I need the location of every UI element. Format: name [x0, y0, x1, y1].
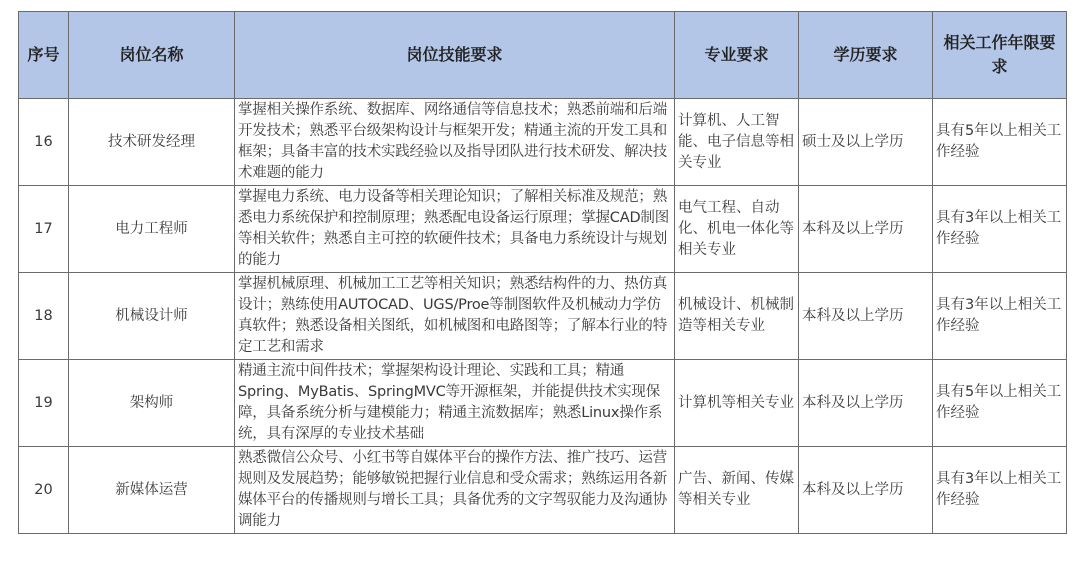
table-row [19, 186, 1067, 273]
cell-education: 本科及以上学历 [799, 447, 933, 534]
header-no: 序号 [19, 12, 69, 99]
header-skills: 岗位技能要求 [235, 12, 675, 99]
cell-major: 计算机等相关专业 [675, 360, 799, 447]
header-education: 学历要求 [799, 12, 933, 99]
table-row [19, 273, 1067, 360]
cell-title: 技术研发经理 [69, 99, 235, 186]
cell-title: 电力工程师 [69, 186, 235, 273]
cell-education: 本科及以上学历 [799, 360, 933, 447]
header-title: 岗位名称 [69, 12, 235, 99]
table-row [19, 360, 1067, 447]
cell-education: 本科及以上学历 [799, 273, 933, 360]
cell-title: 机械设计师 [69, 273, 235, 360]
cell-no: 18 [19, 273, 69, 360]
table-row [19, 447, 1067, 534]
cell-skills: 掌握机械原理、机械加工工艺等相关知识；熟悉结构件的力、热仿真设计；熟练使用AUTOCAD、UGS/Proe等制图软件及机械动力学仿真软件；熟悉设备相关图纸，如机械图和电路图等；了解本行业的特定工艺和需求 [235, 273, 675, 360]
cell-experience: 具有5年以上相关工作经验 [933, 360, 1067, 447]
cell-skills: 掌握电力系统、电力设备等相关理论知识；了解相关标准及规范；熟悉电力系统保护和控制原理；熟悉配电设备运行原理；掌握CAD制图等相关软件；熟悉自主可控的软硬件技术；具备电力系统设计与规划的能力 [235, 186, 675, 273]
cell-no: 16 [19, 99, 69, 186]
cell-education: 硕士及以上学历 [799, 99, 933, 186]
cell-experience: 具有3年以上相关工作经验 [933, 273, 1067, 360]
cell-experience: 具有3年以上相关工作经验 [933, 447, 1067, 534]
cell-experience: 具有3年以上相关工作经验 [933, 186, 1067, 273]
cell-major: 机械设计、机械制造等相关专业 [675, 273, 799, 360]
cell-major: 计算机、人工智能、电子信息等相关专业 [675, 99, 799, 186]
cell-skills: 掌握相关操作系统、数据库、网络通信等信息技术；熟悉前端和后端开发技术；熟悉平台级架构设计与框架开发；精通主流的开发工具和框架；具备丰富的技术实践经验以及指导团队进行技术研发、解决技术难题的能力 [235, 99, 675, 186]
cell-title: 架构师 [69, 360, 235, 447]
cell-skills: 精通主流中间件技术；掌握架构设计理论、实践和工具；精通Spring、MyBatis、SpringMVC等开源框架，并能提供技术实现保障，具备系统分析与建模能力；精通主流数据库；熟悉Linux操作系统，具有深厚的专业技术基础 [235, 360, 675, 447]
cell-no: 17 [19, 186, 69, 273]
cell-education: 本科及以上学历 [799, 186, 933, 273]
header-experience: 相关工作年限要求 [933, 12, 1067, 99]
job-requirements-table [18, 11, 1067, 534]
cell-major: 电气工程、自动化、机电一体化等相关专业 [675, 186, 799, 273]
cell-experience: 具有5年以上相关工作经验 [933, 99, 1067, 186]
cell-skills: 熟悉微信公众号、小红书等自媒体平台的操作方法、推广技巧、运营规则及发展趋势；能够敏锐把握行业信息和受众需求；熟练运用各新媒体平台的传播规则与增长工具；具备优秀的文字驾驭能力及沟通协调能力 [235, 447, 675, 534]
cell-title: 新媒体运营 [69, 447, 235, 534]
table-row [19, 99, 1067, 186]
cell-no: 19 [19, 360, 69, 447]
header-major: 专业要求 [675, 12, 799, 99]
cell-major: 广告、新闻、传媒等相关专业 [675, 447, 799, 534]
cell-no: 20 [19, 447, 69, 534]
table-header-row [19, 12, 1067, 99]
